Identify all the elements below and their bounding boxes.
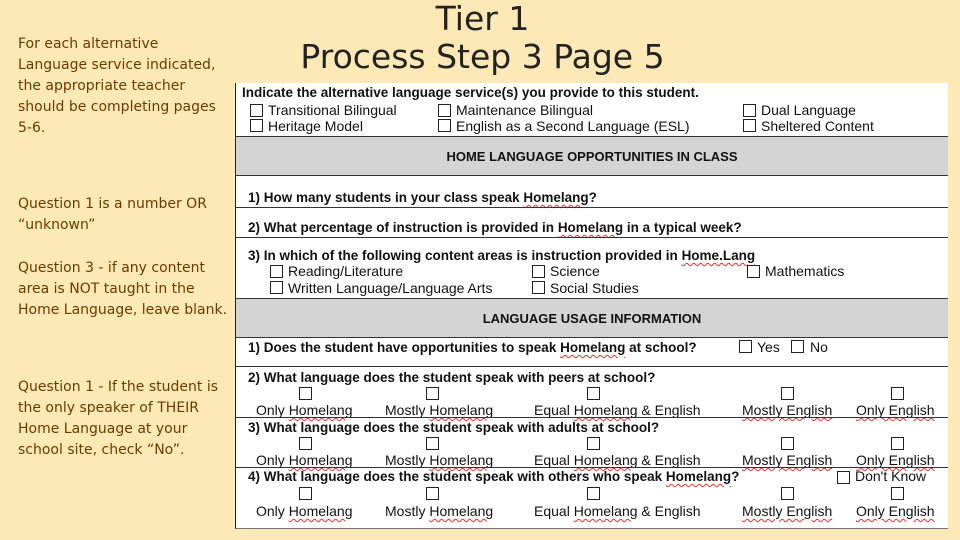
s2-q3-text: What language does the student speak with adults at school? [263, 420, 660, 435]
label-mostly-english: Mostly English [742, 452, 833, 468]
label-prefix: Only [256, 452, 289, 468]
label-prefix: Only [256, 402, 289, 418]
label-term: Homelang [288, 452, 353, 468]
label-reading-literature: Reading/Literature [288, 263, 404, 279]
label-prefix: Equal [534, 503, 574, 519]
s1-q3-text: In which of the following content areas is instruction provided in [263, 248, 682, 263]
s1-q1-term: Homelang [523, 190, 589, 205]
label-term: Homelang [573, 503, 638, 519]
s2-q4-text: What language does the student speak with others who speak [263, 469, 666, 484]
checkbox-esl[interactable] [438, 119, 451, 132]
label-only-english: Only English [856, 402, 935, 418]
label-no: No [810, 339, 828, 355]
label-term: Homelang [288, 402, 353, 418]
checkbox-transitional-bilingual[interactable] [250, 104, 263, 117]
s1-q2-text: What percentage of instruction is provided in [263, 220, 558, 235]
label-term: Homelang [573, 402, 638, 418]
s1-question-1 [248, 189, 597, 206]
label-term: Homelang [429, 503, 494, 519]
label-only-homelang [256, 503, 353, 520]
s2-question-2 [248, 369, 655, 386]
label-only-english: Only English [856, 503, 935, 519]
note-question-1: Question 1 is a number OR “unknown” [18, 196, 207, 233]
divider [236, 237, 948, 238]
checkbox-maintenance-bilingual[interactable] [438, 104, 451, 117]
checkbox-others-only-homelang[interactable] [299, 487, 312, 500]
survey-form [235, 83, 948, 529]
label-prefix: Mostly [385, 452, 430, 468]
services-prompt: Indicate the alternative language service(s) you provide to this student. [242, 85, 699, 100]
label-mostly-homelang [385, 503, 493, 520]
s1-q2-num: 2) [248, 220, 261, 235]
checkbox-reading-literature[interactable] [270, 265, 283, 278]
label-term: Homelang [288, 503, 353, 519]
note-question-3: Question 3 - if any content area is NOT taught in the Home Language, leave blank. [18, 260, 228, 318]
divider [236, 207, 948, 208]
checkbox-peers-only-homelang[interactable] [299, 387, 312, 400]
label-term: Homelang [429, 452, 494, 468]
checkbox-others-equal[interactable] [587, 487, 600, 500]
checkbox-others-only-english[interactable] [891, 487, 904, 500]
section-heading-home-language: HOME LANGUAGE OPPORTUNITIES IN CLASS [236, 136, 948, 176]
checkbox-yes[interactable] [739, 340, 752, 353]
s1-question-2 [248, 219, 742, 236]
label-suffix: & English [637, 402, 701, 418]
s2-q2-num: 2) [248, 370, 261, 385]
s2-q4-end: ? [731, 469, 740, 484]
label-written-language: Written Language/Language Arts [288, 280, 493, 296]
checkbox-peers-mostly-english[interactable] [781, 387, 794, 400]
label-term: Homelang [429, 402, 494, 418]
s1-q3-term: Home.Lang [681, 248, 756, 263]
s2-question-4 [248, 468, 739, 485]
label-prefix: Only [256, 503, 289, 519]
checkbox-science[interactable] [532, 265, 545, 278]
checkbox-no[interactable] [791, 340, 804, 353]
checkbox-sheltered-content[interactable] [743, 119, 756, 132]
s2-q2-text: What language does the student speak with peers at school? [263, 370, 656, 385]
s2-q1-term: Homelang [560, 340, 626, 355]
s2-q3-num: 3) [248, 420, 261, 435]
title-line-2: Process Step 3 Page 5 [300, 37, 665, 76]
label-suffix: & English [637, 452, 701, 468]
checkbox-others-mostly-english[interactable] [781, 487, 794, 500]
s2-q1-num: 1) [248, 340, 261, 355]
label-mostly-english: Mostly English [742, 402, 833, 418]
checkbox-dont-know[interactable] [837, 471, 850, 484]
checkbox-adults-only-english[interactable] [891, 437, 904, 450]
checkbox-adults-equal[interactable] [587, 437, 600, 450]
label-yes: Yes [757, 339, 780, 355]
checkbox-peers-mostly-homelang[interactable] [426, 387, 439, 400]
s1-q1-num: 1) [248, 190, 261, 205]
divider [236, 366, 948, 367]
s2-question-3 [248, 419, 659, 436]
note-services: For each alternative Language service indicated, the appropriate teacher should be completing pages 5-6. [18, 36, 216, 136]
section-heading-language-usage: LANGUAGE USAGE INFORMATION [236, 298, 948, 338]
label-esl: English as a Second Language (ESL) [456, 118, 690, 134]
s2-q4-num: 4) [248, 469, 261, 484]
label-science: Science [550, 263, 600, 279]
label-maintenance-bilingual: Maintenance Bilingual [456, 102, 593, 118]
s2-q1-text: Does the student have opportunities to speak [263, 340, 561, 355]
checkbox-peers-only-english[interactable] [891, 387, 904, 400]
s1-q1-text: How many students in your class speak [263, 190, 524, 205]
note-question-1-usage: Question 1 - If the student is the only speaker of THEIR Home Language at your school site, check “No”. [18, 379, 219, 458]
label-prefix: Equal [534, 402, 574, 418]
slide-title [300, 0, 665, 76]
label-transitional-bilingual: Transitional Bilingual [268, 102, 397, 118]
checkbox-peers-equal[interactable] [587, 387, 600, 400]
s2-question-1 [248, 339, 697, 356]
checkbox-adults-mostly-homelang[interactable] [426, 437, 439, 450]
checkbox-social-studies[interactable] [532, 281, 545, 294]
title-line-1: Tier 1 [435, 0, 530, 38]
checkbox-adults-only-homelang[interactable] [299, 437, 312, 450]
divider [236, 417, 948, 418]
s1-q2-end: in a typical week? [623, 220, 742, 235]
label-suffix: & English [637, 503, 701, 519]
checkbox-others-mostly-homelang[interactable] [426, 487, 439, 500]
label-dont-know: Don't Know [855, 468, 927, 484]
label-only-english: Only English [856, 452, 935, 468]
checkbox-adults-mostly-english[interactable] [781, 437, 794, 450]
label-prefix: Mostly [385, 503, 430, 519]
checkbox-written-language[interactable] [270, 281, 283, 294]
label-sheltered-content: Sheltered Content [761, 118, 874, 134]
s1-question-3 [248, 247, 755, 264]
s1-q1-end: ? [588, 190, 597, 205]
label-dual-language: Dual Language [761, 102, 856, 118]
label-term: Homelang [573, 452, 638, 468]
label-equal-homelang-english [534, 503, 701, 520]
checkbox-mathematics[interactable] [747, 265, 760, 278]
s1-q3-num: 3) [248, 248, 261, 263]
checkbox-dual-language[interactable] [743, 104, 756, 117]
label-mostly-english: Mostly English [742, 503, 833, 519]
label-social-studies: Social Studies [550, 280, 639, 296]
s2-q4-term: Homelang [665, 469, 732, 484]
checkbox-heritage-model[interactable] [250, 119, 263, 132]
label-heritage-model: Heritage Model [268, 118, 363, 134]
label-prefix: Equal [534, 452, 574, 468]
label-prefix: Mostly [385, 402, 430, 418]
s1-q2-term: Homelang [557, 220, 624, 235]
label-mathematics: Mathematics [765, 263, 845, 279]
s2-q1-end: at school? [625, 340, 697, 355]
